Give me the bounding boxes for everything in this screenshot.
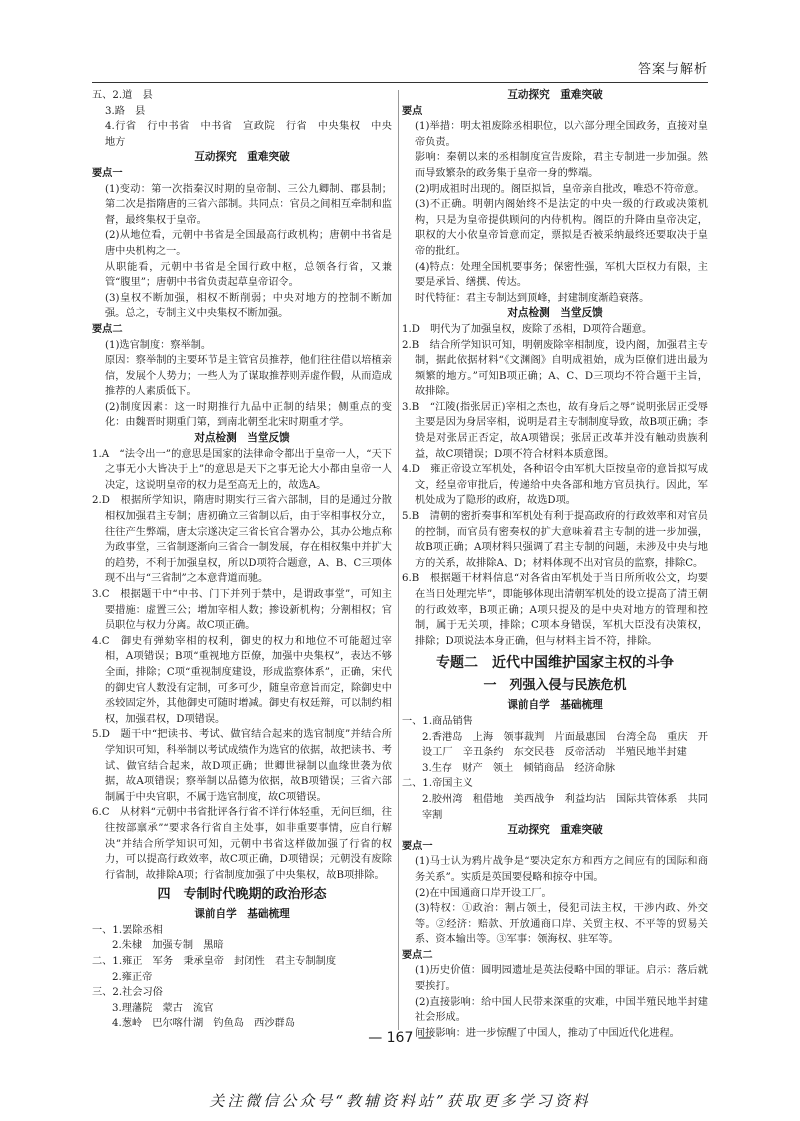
text-line: (1)历史价值：圆明园遗址是英法侵略中国的罪证。启示：落后就要挨打。 [415,965,708,993]
left-column [92,88,403,1032]
text-line: 一、1.商品销售 [402,715,473,727]
answer-item: 4.D 雍正帝设立军机处，各种诏令由军机大臣按皇帝的意旨拟写成文，经皇帝审批后，传递给中央各部和地方官员执行。因此，军机处成为了隐形的政府，故选D项。 [402,464,708,507]
section-heading: 课前自学 基础梳理 [194,908,290,921]
text-line: 3.理藩院 蒙古 流官 [112,1002,214,1014]
text-line: (4)特点：处理全国机要事务；保密性强，军机大臣权力有限，主要是承旨、缮撰、传达。 [415,261,708,289]
text-line: (2)明成祖时出现的。阁臣拟旨，皇帝亲自批改，唯恐不符帝意。 [415,183,705,195]
answer-item: 1.D 明代为了加强皇权，废除了丞相，D项符合题意。 [402,323,653,335]
answer-item: 2.B 结合所学知识可知，明朝废除宰相制度，设内阁，加强君主专制，据此依据材料“《文渊阁》自明成祖始，成为臣僚们进出最为频繁的地方。”可知B项正确；A、C、D三项均不符合题干主旨，故排除。 [402,339,708,398]
section-heading: 互动探究 重难突破 [507,89,603,101]
text-line: (3)特权：①政治：割占领土，侵犯司法主权，干涉内政、外交等。②经济：赔款、开放通商口岸、关贸主权、不平等的贸易关系、资本输出等。③军事：领海权、驻军等。 [415,903,708,946]
text-line: 2.香港岛 上海 领事裁判 片面最惠国 台湾全岛 重庆 开设工厂 辛丑条约 东交民巷 反帝活动 半殖民地半封建 [422,731,708,759]
point-label: 要点二 [402,949,433,961]
text-line: (2)直接影响：给中国人民带来深重的灾难，中国半殖民地半封建社会形成。 [415,996,708,1024]
footer-note: 关注微信公众号“教辅资料站”获取更多学习资料 [209,1092,591,1110]
text-line: 二、1.帝国主义 [402,778,473,790]
answer-item: 6.C 从材料“元朝中书省批评各行省不详行体轻重，无问巨细，往往按部禀承”“要求各行省自主处事，如非重要事情，应自行解决”并结合所学知识可知，元朝中书省这样做加强了行省的权力，可以提高行政效率，故C项正确，D项错误；元朝没有废除行省制，故排除A项；行省制度加强了中央集权，故B项排除。 [92,807,392,881]
text-line: 影响：秦朝以来的丞相制度宣告废除，君主专制进一步加强。然而导致繁杂的政务集于皇帝一身的弊端。 [415,152,708,179]
text-line: 2.胶州湾 租借地 美西战争 利益均沾 国际共管体系 共同宰割 [422,793,708,821]
section-heading: 对点检测 当堂反馈 [194,432,290,445]
text-line: 3.生存 财产 领土 倾销商品 经济命脉 [422,762,616,774]
text-line: 从职能看，元朝中书省是全国行政中枢，总领各行省，又兼管“腹里”；唐朝中书省负责起草皇帝诏令。 [105,261,392,289]
text-line: (2)从地位看，元朝中书省是全国最高行政机构；唐朝中书省是唐中央机构之一。 [105,230,392,257]
text-line: 三、2.社会习俗 [92,987,163,999]
text-line: 时代特征：君主专制达到顶峰，封建制度渐趋衰落。 [415,292,650,304]
text-line: 原因：察举制的主要环节是主管官员推荐，他们往往借以培植亲信，发展个人势力；一些人为了谋取推荐则弄虚作假，从而造成推荐的人素质低下。 [105,355,392,398]
right-column [402,88,708,1041]
chapter-heading: 四 专制时代晚期的政治形态 [157,887,327,903]
text-line: 二、1.雍正 军务 秉承皇帝 封闭性 君主专制制度 [92,956,337,968]
section-heading: 课前自学 基础梳理 [507,699,603,712]
answer-item: 3.B “江陵(指张居正)宰相之杰也，故有身后之辱”说明张居正受辱主要是因为身居宰相，说明是君主专制制度导致，故B项正确；李贽是对张居正否定，故A项错误；张居正改革并没有触动贵族利益，故C项错误；D项不符合材料本质意图。 [402,401,708,460]
topic-heading: 专题二 近代中国维护国家主权的斗争 [436,655,674,672]
text-line: 3.路 县 [105,105,146,117]
text-line: (1)变动：第一次指秦汉时期的皇帝制、三公九卿制、郡县制；第二次是指隋唐的三省六部制。共同点：官员之间相互牵制和监督，最终集权于皇帝。 [105,183,392,226]
header-title: 答案与解析 [637,62,708,77]
answer-item: 2.D 根据所学知识，隋唐时期实行三省六部制，目的是通过分散相权加强君主专制；唐初确立三省制以后，由于宰相事权分立，往往产生弊端，唐太宗遂决定三省长官合署办公，其办公地点称为政事堂，三省制逐渐向三省合一制发展，存在相权集中并扩大的趋势，不利于加强皇权，所以D项符合题意，A、B、C三项体现不出与“三省制”之本意背道而驰。 [92,495,392,585]
text-line: 一、1.罢除丞相 [92,924,163,936]
answer-item: 1.A “法令出一”的意思是国家的法律命令都出于皇帝一人，“天下之事无小大皆决于上”的意思是天下之事无论大小都由皇帝一人决定，这说明皇帝的权力是至高无上的，故选A。 [92,448,392,491]
header-rule [92,82,708,83]
text-line: (3)不正确。明朝内阁始终不是法定的中央一级的行政或决策机构，只是为皇帝提供顾问的内侍机构。阁臣的升降由皇帝决定，职权的大小依皇帝旨意而定，票拟是否被采纳最终还要取决于皇帝的批红。 [415,199,708,257]
text-line: (2)在中国通商口岸开设工厂。 [415,887,552,899]
point-label: 要点 [402,105,423,117]
point-label: 要点一 [402,840,433,852]
text-line: (3)皇权不断加强，相权不断削弱；中央对地方的控制不断加强。总之，专制主义中央集权不断加强。 [105,292,392,320]
text-line: 五、2.道 县 [92,90,153,101]
text-line: (1)选官制度：察举制。 [105,339,212,351]
answer-item: 5.D 题干中“把读书、考试、做官结合起来的选官制度”并结合所学知识可知，科举制以考试成绩作为选官的依据，故把读书、考试、做官结合起来，故D项正确；世卿世禄制以血缘世袭为依据，故A项错误；察举制以品德为依据，故B项错误；三省六部制属于中央官职，不属于选官制度，故C项错误。 [92,729,392,803]
text-line: 4.葱岭 巴尔喀什湖 钓鱼岛 西沙群岛 [112,1018,295,1030]
answer-item: 5.B 清朝的密折奏事和军机处有利于提高政府的行政效率和对官员的控制，而官员有密奏权的扩大意味着君主专制的进一步加强，故B项正确；A项材料只强调了君主专制的问题，未涉及中央与地方的关系，故排除A、D；材料体现不出对官员的监察，排除C。 [402,511,708,569]
text-line: 间接影响：进一步惊醒了中国人，推动了中国近代化进程。 [415,1027,680,1039]
section-heading: 互动探究 重难突破 [507,824,603,837]
point-label: 要点一 [92,167,123,179]
text-line: 2.雍正帝 [112,971,153,983]
text-line: (2)制度因素：这一时期推行九品中正制的结果；侧重点的变化：由魏晋时期重门第，到南北朝至北宋时期重才学。 [105,401,392,429]
answer-item: 3.C 根据题干中“中书、门下并列于禁中，是谓政事堂”，可知主要措施：虚置三公；增加宰相人数；掺设新机构；分割相权；官员职位与权力分离。故C项正确。 [92,589,392,632]
answer-item: 4.C 御史有弹劾宰相的权利，御史的权力和地位不可能超过宰相，A项错误；B项“重视地方臣僚，加强中央集权”，表达不够全面，排除；C项“重视制度建设，形成监察体系”，正确，宋代的御史官人数没有定制，可多可少，随皇帝意旨而定，除御史中丞较固定外，其他御史可随时增减。御史有权廷辩，可以制约相权，加强君权，D项错误。 [92,635,392,725]
column-divider [398,90,399,1030]
chapter-heading: 一 列强入侵与民族危机 [483,678,627,694]
text-line: (1)举措：明太祖废除丞相职位，以六部分理全国政务，直接对皇帝负责。 [415,121,708,148]
text-line: 4.行省 行中书省 中书省 宣政院 行省 中央集权 中央 地方 [105,121,403,148]
text-line: 2.朱棣 加强专制 黑暗 [112,940,224,952]
page-number: — 167 — [368,1030,432,1046]
answer-item: 6.B 根据题干材料信息“对各省由军机处于当日所所收公文，均要在当日处理完毕”，即能够体现出清朝军机处的设立提高了清王朝的行政效率，B项正确；A项只提及的是中央对地方的管理和控制，属于无关项，排除；C项本身错误，军机大臣没有决策权，排除；D项说法本身正确，但与材料主旨不符，排除。 [402,573,708,647]
text-line: (1)马士认为鸦片战争是“要决定东方和西方之间应有的国际和商务关系”。实质是英国要侵略和掠夺中国。 [415,856,708,883]
section-heading: 互动探究 重难突破 [194,151,290,164]
section-heading: 对点检测 当堂反馈 [507,307,603,320]
point-label: 要点二 [92,323,123,335]
